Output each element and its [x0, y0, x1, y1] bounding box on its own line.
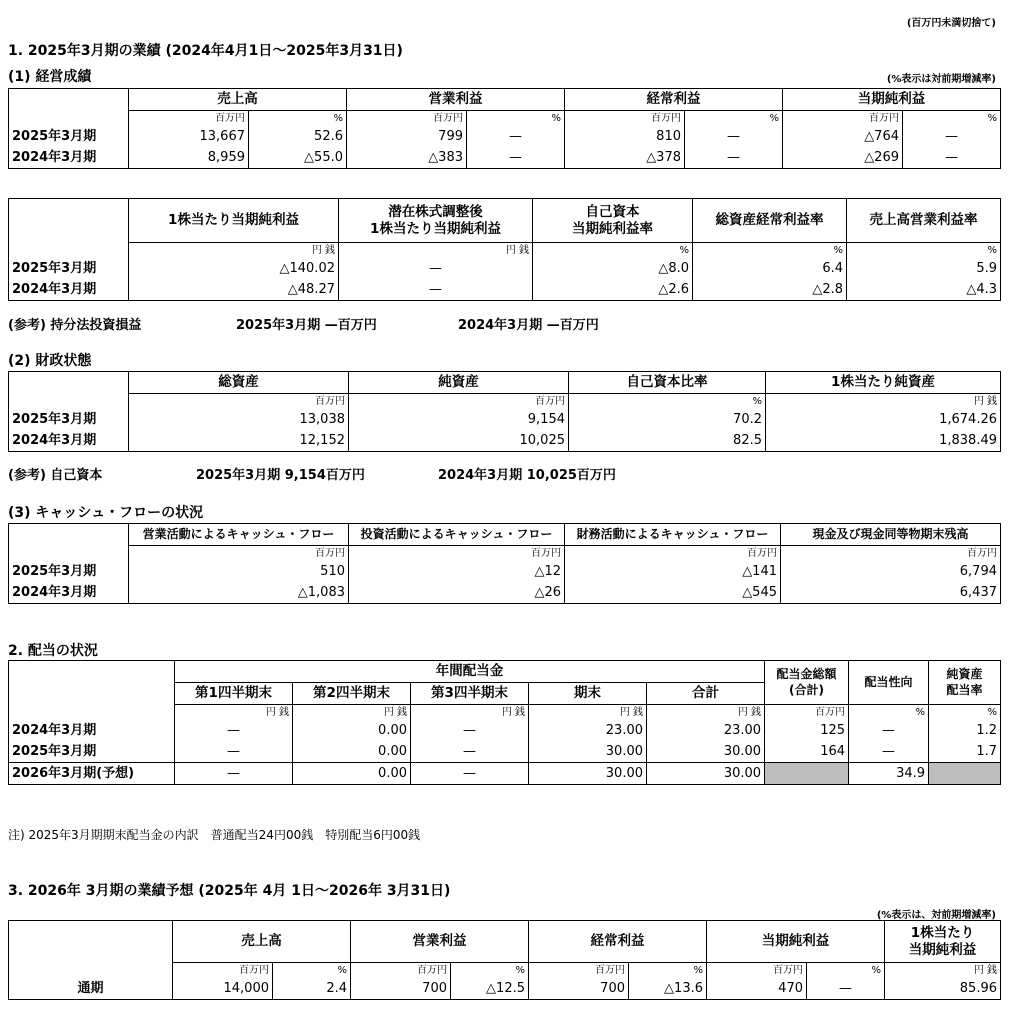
unit-cell: 百万円: [129, 394, 349, 410]
dividend-note: 注) 2025年3月期期末配当金の内訳 普通配当24円00銭 特別配当6円00銭: [8, 828, 421, 842]
unit-cell: %: [849, 705, 929, 721]
ref-equity-2024: 2024年3月期 10,025百万円: [438, 468, 616, 483]
cash-flow-subtitle: (3) キャッシュ・フローの状況: [8, 505, 204, 521]
value-cell: △12.5: [451, 978, 529, 1000]
unit-cell: 百万円: [129, 111, 249, 127]
ref-equity-method-2025: 2025年3月期 —百万円: [236, 318, 377, 333]
header-investing-cf: 投資活動によるキャッシュ・フロー: [349, 524, 565, 546]
header-operating-profit: 営業利益: [351, 921, 529, 963]
unit-cell: 百万円: [707, 963, 807, 979]
table-row: [9, 720, 1001, 741]
value-cell: 70.2: [569, 409, 766, 430]
value-cell: 14,000: [173, 978, 273, 1000]
header-net-profit: 当期純利益: [707, 921, 885, 963]
unit-cell: 百万円: [781, 546, 1001, 562]
value-cell: 34.9: [849, 763, 929, 785]
forecast-table: [8, 920, 1001, 1000]
row-label: 2025年3月期: [9, 409, 129, 430]
value-cell: 52.6: [249, 126, 347, 147]
value-cell: —: [849, 720, 929, 741]
value-cell: 700: [351, 978, 451, 1000]
header-total: 合計: [647, 683, 765, 705]
value-cell: 30.00: [529, 763, 647, 785]
value-cell: △269: [783, 147, 903, 169]
unit-cell: 百万円: [565, 111, 685, 127]
table-row: [9, 258, 1001, 279]
value-cell: 13,038: [129, 409, 349, 430]
unit-cell: 百万円: [173, 963, 273, 979]
unit-cell: 百万円: [129, 546, 349, 562]
value-cell: △26: [349, 582, 565, 604]
row-label: 通期: [9, 978, 173, 1000]
value-cell: 2.4: [273, 978, 351, 1000]
value-cell: 8,959: [129, 147, 249, 169]
value-cell: △764: [783, 126, 903, 147]
header-financing-cf: 財務活動によるキャッシュ・フロー: [565, 524, 781, 546]
table-row: [9, 430, 1001, 452]
forecast-title: 3. 2026年 3月期の業績予想 (2025年 4月 1日～2026年 3月31日): [8, 883, 451, 899]
value-cell: —: [685, 147, 783, 169]
results-subtitle: (1) 経営成績: [8, 69, 92, 85]
unit-cell: 円 銭: [885, 963, 1001, 979]
header-q3: 第3四半期末: [411, 683, 529, 705]
financial-position-table: [8, 371, 1001, 452]
row-label: 2025年3月期: [9, 561, 129, 582]
value-cell: 82.5: [569, 430, 766, 452]
value-cell: —: [339, 279, 533, 301]
header-operating-cf: 営業活動によるキャッシュ・フロー: [129, 524, 349, 546]
unit-cell: %: [693, 243, 847, 259]
value-cell: 510: [129, 561, 349, 582]
operating-results-table: [8, 88, 1001, 169]
per-share-table: [8, 198, 1001, 301]
header-sales: 売上高: [129, 89, 347, 111]
unit-cell: %: [467, 111, 565, 127]
value-cell: △383: [347, 147, 467, 169]
value-cell: 0.00: [293, 720, 411, 741]
dividend-table: [8, 660, 1001, 785]
unit-note: (百万円未満切捨て): [906, 18, 996, 29]
value-cell: 0.00: [293, 763, 411, 785]
row-label: 2024年3月期: [9, 430, 129, 452]
table-row: [9, 978, 1001, 1000]
unit-cell: %: [807, 963, 885, 979]
value-cell: —: [411, 741, 529, 763]
row-label: 2024年3月期: [9, 582, 129, 604]
header-total-assets: 総資産: [129, 372, 349, 394]
value-cell: —: [467, 126, 565, 147]
header-doe: 純資産 配当率: [929, 661, 1001, 705]
unit-cell: 百万円: [529, 963, 629, 979]
unit-cell: 百万円: [351, 963, 451, 979]
value-cell: 12,152: [129, 430, 349, 452]
row-label: 2024年3月期: [9, 279, 129, 301]
row-label: 2026年3月期(予想): [9, 763, 175, 785]
shaded-cell: [929, 763, 1001, 785]
value-cell: △55.0: [249, 147, 347, 169]
value-cell: △13.6: [629, 978, 707, 1000]
header-blank: [9, 89, 129, 111]
unit-cell: 百万円: [765, 705, 849, 721]
header-annual-dividend: 年間配当金: [175, 661, 765, 683]
value-cell: 1,838.49: [766, 430, 1001, 452]
header-q1: 第1四半期末: [175, 683, 293, 705]
value-cell: △140.02: [129, 258, 339, 279]
forecast-pct-note: (%表示は、対前期増減率): [876, 910, 996, 921]
unit-cell: 百万円: [565, 546, 781, 562]
header-operating-margin: 売上高営業利益率: [847, 199, 1001, 243]
value-cell: 470: [707, 978, 807, 1000]
ref-equity-2025: 2025年3月期 9,154百万円: [196, 468, 365, 483]
unit-cell: 百万円: [783, 111, 903, 127]
shaded-cell: [765, 763, 849, 785]
table-row: [9, 763, 1001, 785]
value-cell: △2.6: [533, 279, 693, 301]
header-ordinary-profit: 経常利益: [529, 921, 707, 963]
value-cell: △545: [565, 582, 781, 604]
unit-cell: %: [929, 705, 1001, 721]
ref-equity-method-2024: 2024年3月期 —百万円: [458, 318, 599, 333]
value-cell: 9,154: [349, 409, 569, 430]
unit-cell: %: [451, 963, 529, 979]
value-cell: △12: [349, 561, 565, 582]
value-cell: —: [467, 147, 565, 169]
table-row: [9, 561, 1001, 582]
unit-cell: %: [273, 963, 351, 979]
value-cell: 1,674.26: [766, 409, 1001, 430]
header-roe: 自己資本 当期純利益率: [533, 199, 693, 243]
header-eps: 1株当たり 当期純利益: [885, 921, 1001, 963]
ref-equity-method-label: (参考) 持分法投資損益: [8, 318, 142, 333]
financial-position-subtitle: (2) 財政状態: [8, 353, 92, 369]
header-roa: 総資産経常利益率: [693, 199, 847, 243]
value-cell: △8.0: [533, 258, 693, 279]
unit-cell: 円 銭: [766, 394, 1001, 410]
header-operating-profit: 営業利益: [347, 89, 565, 111]
table-row: [9, 582, 1001, 604]
unit-cell: %: [847, 243, 1001, 259]
cash-flow-table: [8, 523, 1001, 604]
value-cell: △2.8: [693, 279, 847, 301]
value-cell: 6,437: [781, 582, 1001, 604]
ref-equity-label: (参考) 自己資本: [8, 468, 103, 483]
header-ordinary-profit: 経常利益: [565, 89, 783, 111]
unit-cell: 百万円: [347, 111, 467, 127]
value-cell: △4.3: [847, 279, 1001, 301]
value-cell: 1.2: [929, 720, 1001, 741]
header-year-end: 期末: [529, 683, 647, 705]
header-dividend-total: 配当金総額 (合計): [765, 661, 849, 705]
value-cell: 85.96: [885, 978, 1001, 1000]
unit-cell: %: [685, 111, 783, 127]
value-cell: △48.27: [129, 279, 339, 301]
value-cell: —: [175, 741, 293, 763]
row-label: 2025年3月期: [9, 258, 129, 279]
value-cell: 13,667: [129, 126, 249, 147]
unit-cell: %: [533, 243, 693, 259]
value-cell: 6,794: [781, 561, 1001, 582]
unit-cell: 円 銭: [129, 243, 339, 259]
unit-cell: %: [903, 111, 1001, 127]
unit-cell: 百万円: [349, 394, 569, 410]
value-cell: 700: [529, 978, 629, 1000]
value-cell: —: [849, 741, 929, 763]
row-label: 2024年3月期: [9, 720, 175, 741]
value-cell: △378: [565, 147, 685, 169]
unit-cell: %: [629, 963, 707, 979]
unit-cell: 円 銭: [175, 705, 293, 721]
value-cell: —: [807, 978, 885, 1000]
header-cash-balance: 現金及び現金同等物期末残高: [781, 524, 1001, 546]
pct-note: (%表示は対前期増減率): [886, 74, 996, 85]
row-label: 2024年3月期: [9, 147, 129, 169]
value-cell: —: [903, 147, 1001, 169]
value-cell: 23.00: [529, 720, 647, 741]
unit-cell: 円 銭: [293, 705, 411, 721]
header-equity-ratio: 自己資本比率: [569, 372, 766, 394]
header-diluted-eps: 潜在株式調整後 1株当たり当期純利益: [339, 199, 533, 243]
unit-cell: %: [569, 394, 766, 410]
value-cell: —: [411, 763, 529, 785]
dividend-title: 2. 配当の状況: [8, 643, 98, 659]
table-row: [9, 147, 1001, 169]
value-cell: 30.00: [529, 741, 647, 763]
value-cell: —: [411, 720, 529, 741]
value-cell: —: [175, 763, 293, 785]
value-cell: 799: [347, 126, 467, 147]
value-cell: 0.00: [293, 741, 411, 763]
value-cell: 6.4: [693, 258, 847, 279]
value-cell: —: [903, 126, 1001, 147]
header-payout-ratio: 配当性向: [849, 661, 929, 705]
header-sales: 売上高: [173, 921, 351, 963]
value-cell: 23.00: [647, 720, 765, 741]
section-1-title: 1. 2025年3月期の業績 (2024年4月1日～2025年3月31日): [8, 43, 403, 59]
unit-cell: 百万円: [349, 546, 565, 562]
value-cell: △141: [565, 561, 781, 582]
header-q2: 第2四半期末: [293, 683, 411, 705]
table-row: [9, 279, 1001, 301]
header-eps: 1株当たり当期純利益: [129, 199, 339, 243]
unit-cell: 円 銭: [411, 705, 529, 721]
value-cell: 5.9: [847, 258, 1001, 279]
unit-cell: %: [249, 111, 347, 127]
value-cell: △1,083: [129, 582, 349, 604]
value-cell: 10,025: [349, 430, 569, 452]
header-net-profit: 当期純利益: [783, 89, 1001, 111]
value-cell: —: [339, 258, 533, 279]
row-label: 2025年3月期: [9, 126, 129, 147]
value-cell: —: [685, 126, 783, 147]
value-cell: 30.00: [647, 741, 765, 763]
table-row: [9, 126, 1001, 147]
value-cell: 30.00: [647, 763, 765, 785]
row-label: 2025年3月期: [9, 741, 175, 763]
unit-cell: 円 銭: [339, 243, 533, 259]
value-cell: —: [175, 720, 293, 741]
header-net-assets: 純資産: [349, 372, 569, 394]
unit-cell: 円 銭: [647, 705, 765, 721]
value-cell: 1.7: [929, 741, 1001, 763]
value-cell: 125: [765, 720, 849, 741]
value-cell: 810: [565, 126, 685, 147]
unit-cell: 円 銭: [529, 705, 647, 721]
table-row: [9, 409, 1001, 430]
header-bps: 1株当たり純資産: [766, 372, 1001, 394]
value-cell: 164: [765, 741, 849, 763]
table-row: [9, 741, 1001, 763]
